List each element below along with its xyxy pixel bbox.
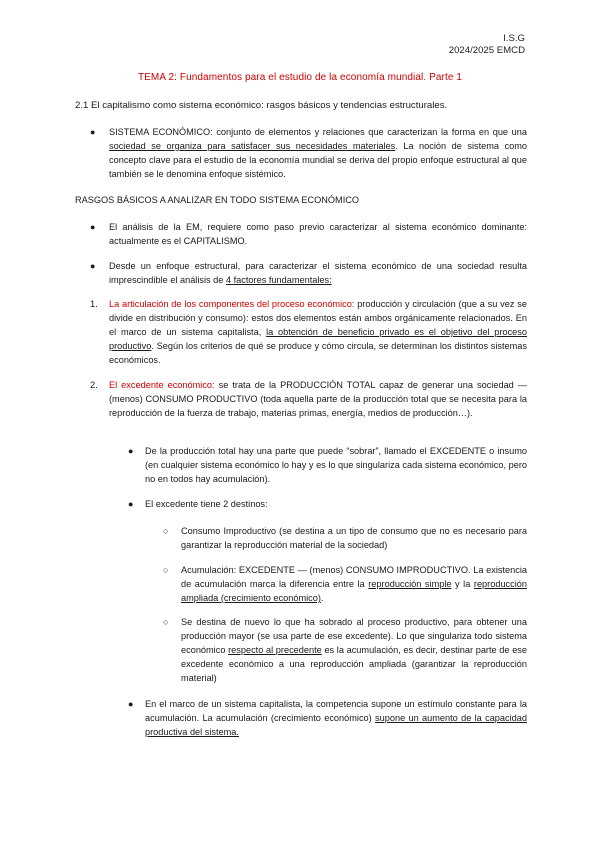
sistema-text-1: SISTEMA ECONÓMICO: conjunto de elementos y relaciones que caracterizan la forma en que una [109, 127, 527, 137]
item-2-paragraph [109, 378, 527, 420]
dest-3-text-2: es la acumulación, es decir, destinar parte de ese excedente económico a una reproducción ampliada (garantizar la reproducción material) [181, 645, 528, 683]
item-2-number: 2. [90, 379, 98, 390]
sub-bullet-2-marker: ● [128, 499, 134, 509]
bullet-em-text: El análisis de la EM, requiere como paso previo caracterizar al sistema económico dominante: actualmente es el CAPITALISMO. [109, 222, 527, 246]
sub-bullet-1-text: De la producción total hay una parte que puede “sobrar”, llamado el EXCEDENTE o insumo (en cualquier sistema económico lo hay y es lo que singulariza cada sistema económico, pero no en todos hay acumulación). [145, 446, 527, 484]
item-2-red-heading: El excedente económico: [109, 380, 215, 390]
dest-3-underline-1: respecto al precedente [228, 645, 322, 655]
section-heading: 2.1 El capitalismo como sistema económico: rasgos básicos y tendencias estructurales. [75, 100, 448, 111]
item-1-text-2: . Según los criterios de qué se produce y cómo circula, se determinan los distintos sistemas económicos. [109, 341, 527, 365]
item-1-number: 1. [90, 298, 98, 309]
rasgos-heading: RASGOS BÁSICOS A ANALIZAR EN TODO SISTEMA ECONÓMICO [75, 195, 360, 205]
bullet-em-marker: ● [90, 222, 96, 232]
header-initials: I.S.G [503, 33, 525, 44]
item-1-paragraph [109, 297, 527, 367]
dest-3-paragraph [181, 615, 527, 685]
bullet-sistema-marker: ● [90, 127, 96, 137]
item-1-text-1: producción y circulación (que a su vez se divide en distribución y consumo): estos dos elementos están ambos orgánicamente relacionados. En el marco de un sistema capitalista, [109, 299, 527, 337]
sistema-paragraph [109, 125, 527, 181]
document-title: TEMA 2: Fundamentos para el estudio de la economía mundial. Parte 1 [137, 72, 463, 83]
dest-2-text-1: Acumulación: EXCEDENTE — (menos) CONSUMO IMPRODUCTIVO. La existencia de acumulación marca la diferencia entre la [181, 565, 527, 589]
sub-bullet-3-marker: ● [128, 699, 134, 709]
sistema-underline-1: sociedad se organiza para satisfacer sus necesidades materiales [109, 141, 396, 151]
item-2-text-1: se trata de la PRODUCCIÓN TOTAL capaz de generar una sociedad —(menos) CONSUMO PRODUCTIVO (toda aquella parte de la producción total que se necesita para la reproducción de la fuerza de trabajo, materias primas, energía, medios de producción…). [109, 380, 527, 418]
page-header [449, 33, 525, 57]
header-course: 2024/2025 EMCD [448, 45, 525, 56]
dest-2-paragraph [181, 563, 527, 605]
dest-2-underline-1: reproducción simple [368, 579, 452, 589]
dest-3-text-1: Se destina de nuevo lo que ha sobrado al proceso productivo, para obtener una producción mayor (se usa parte de ese excedente). Lo que singulariza todo sistema económico [181, 617, 527, 655]
dest-3-marker: ○ [163, 617, 169, 627]
dest-1-text: Consumo Improductivo (se destina a un tipo de consumo que no es necesario para garantizar la reproducción material de la sociedad) [181, 526, 527, 550]
sistema-text-2: . La noción de sistema como concepto clave para el estudio de la economía mundial se deriva del propio enfoque estructural al que también se le denomina enfoque sistémico. [109, 141, 527, 179]
item-1-red-heading: La articulación de los componentes del proceso económico: [109, 299, 355, 309]
sub-bullet-3-text-1: En el marco de un sistema capitalista, la competencia supone un estímulo constante para la acumulación. La acumulación (crecimiento económico) [145, 699, 527, 723]
dest-1-marker: ○ [163, 526, 169, 536]
sub-bullet-3-underline-1: supone un aumento de la capacidad productiva del sistema. [145, 713, 527, 737]
dest-2-underline-2: reproducción ampliada (crecimiento económico) [181, 579, 528, 603]
sub-bullet-2-text: El excedente tiene 2 destinos: [145, 499, 268, 509]
sub-bullet-3-paragraph [145, 697, 527, 739]
item-1-underline-1: la obtención de beneficio privado es el objetivo del proceso productivo [109, 327, 527, 351]
dest-2-text-2: y la [451, 579, 474, 589]
sub-bullet-1-marker: ● [128, 446, 134, 456]
bullet-enfoque-paragraph [109, 259, 527, 287]
dest-2-marker: ○ [163, 565, 169, 575]
enfoque-text-1: Desde un enfoque estructural, para caracterizar el sistema económico de una sociedad resulta imprescindible el análisis de [109, 261, 527, 285]
bullet-enfoque-marker: ● [90, 261, 96, 271]
dest-2-text-3: . [320, 593, 324, 603]
enfoque-underline-1: 4 factores fundamentales: [225, 275, 332, 285]
